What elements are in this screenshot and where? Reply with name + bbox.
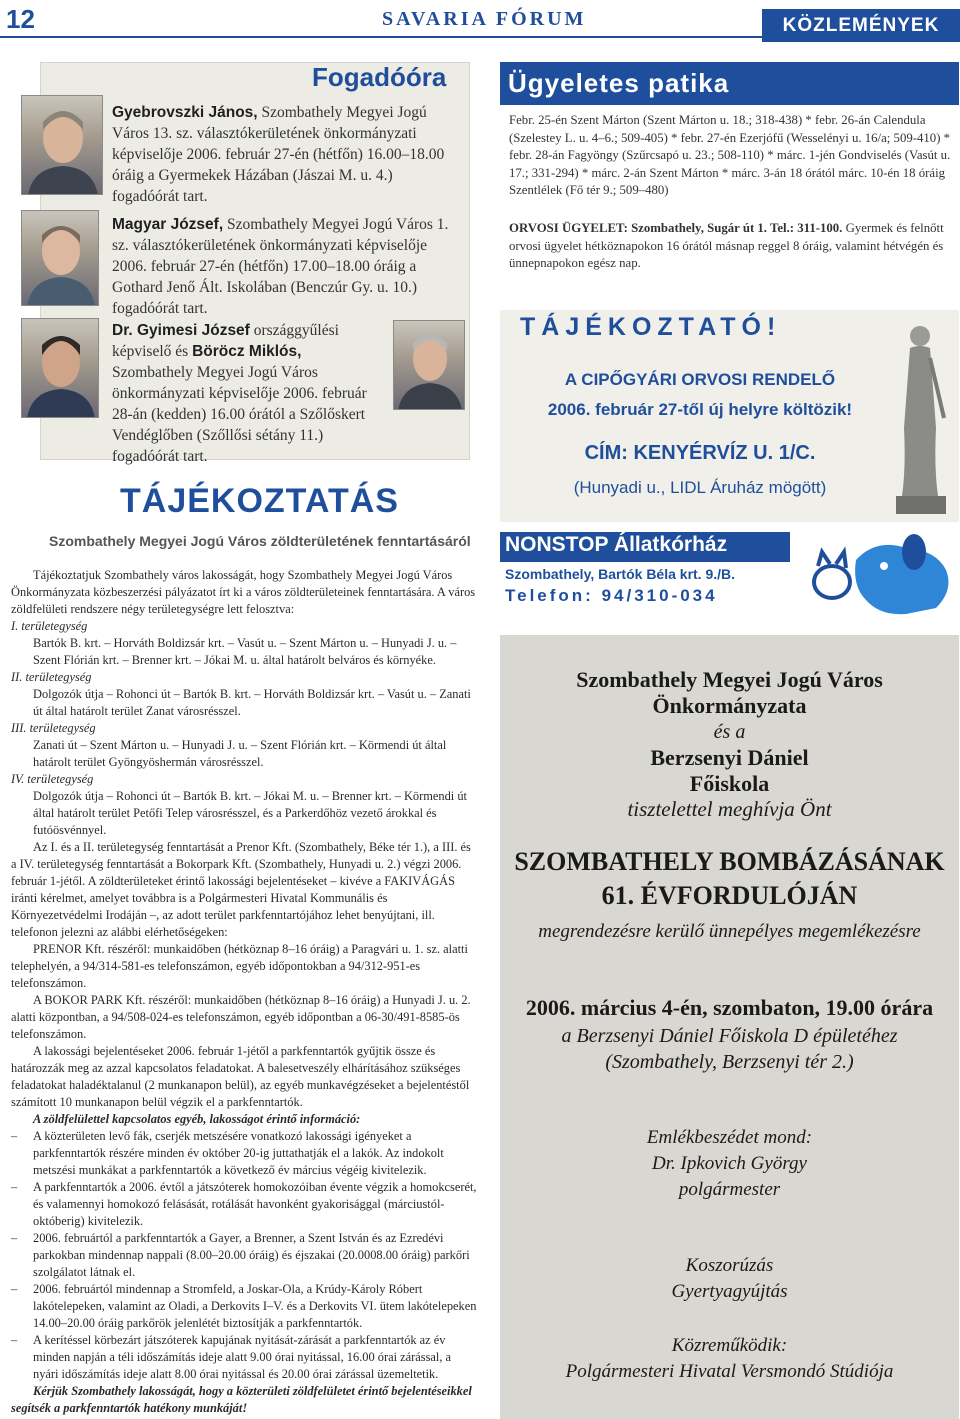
pharmacy-schedule: Febr. 25-én Szent Márton (Szent Márton u. 18.; 318-438) * febr. 26-án Calendula (Szelestey L. u. 4–6.; 509-405) * febr. 27-én Ezerjófű (Wesselényi u. 16/a; 509-410) * febr. 28-án Fagyöngy (Szűrcsapó u. 23.; 508-110) * márc. 1-jén Gondviselés (Vasút u. 17.; 331-294) * márc. 2-án Szent Márton * márc. 3-án 18 órától márc. 10-én 18 óráig Szentlélek (Fő tér 9.; 509–480) [509,113,951,197]
notice-title: TÁJÉKOZTATÁS [120,482,399,520]
invite-host-line: Főiskola [689,771,770,796]
portrait-photo-gyimesi [21,318,99,418]
invite-event-title: 61. ÉVFORDULÓJÁN [601,881,858,910]
notice-body [11,567,477,1417]
invite-speech-label: Emlékbeszédet mond: [646,1127,813,1148]
closing-request: Kérjük Szombathely lakosságát, hogy a közterületi zöldfelületet érintő bejelentéseikkel segítsék a parkfenntartók hatékony munkáját! [11,1384,472,1415]
header-rule [0,36,960,38]
portrait-photo-magyar [21,210,99,306]
invite-contributor: Polgármesteri Hivatal Versmondó Stúdiója [565,1361,894,1382]
entry-text: Szombathely Megyei Jogú Város 13. sz. választókerületének önkormányzati képviselője 2006. február 27-én (hétfőn) 16.00–18.00 óráig a Gyermekek Házában (Jászai M. u. 4.) fogadóórát tart. [112,104,445,205]
info-bullet: – A közterületen levő fák, cserjék metszésére vonatkozó lakossági igényeket a parkfenntartók részére minden év október 20-ig juttathatják el a lakók. Az indokolt metszési munkákat a parkfenntartók a következő év március végéig kivitelezik. [11,1128,477,1179]
fogadoora-entry-3 [112,320,382,467]
animal-hospital-title: NONSTOP Állatkórház [505,533,728,556]
dog-cat-logo [796,530,956,625]
reporting-paragraph: A lakossági bejelentéseket 2006. február 1-jétől a parkfenntartók gyűjtik össze és határozzák meg az azzal kapcsolatos feladatokat. A balesetveszély elhárításához szükséges feladatokat haladéktalanul (2 munkanapon belül), az egyéb munkavégzéseket a bejelentéstől számított 10 munkanapon belül végzik el a parkfenntartók. [11,1044,470,1109]
animal-hospital-phone: Telefon: 94/310-034 [505,586,718,605]
invite-speaker: Dr. Ipkovich György [652,1153,807,1174]
invite-phrase: tisztelettel meghívja Önt [627,797,832,821]
medical-duty-text: Gyermek és felnőtt orvosi ügyelet hétköznapokon 16 órától másnap reggel 8 óráig, valamint hétvégén és ünnepnapokon egész nap. [509,221,944,270]
info-bullet: – A kerítéssel körbezárt játszóterek kapujának nyitását-zárását a parkfenntartók az év minden napján a téli időszámítás ideje alatt 9.00 órai nyitással, 16.00 órai zárással, a nyári időszámítás ideje alatt 8.00 órai nyitással és 20.00 órai zárással üzemeltetik. [11,1332,477,1383]
info-bullet: – 2006. februártól a parkfenntartók a Gayer, a Brenner, a Szent István és az Ezredévi parkokban mindennap nappali (8.00–20.00 óráig) és éjszakai (20.0008.00 óráig) parkőri szolgálatot látnak el. [11,1230,477,1281]
unit-text: Dolgozók útja – Rohonci út – Bartók B. krt. – Jókai M. u. – Brenner krt. – Körmendi út által határolt terület Petőfi Telep városrésszel, és a Parkerdőhöz vezető árokkal és futóösvénnyel. [33,789,467,837]
representative-name: Magyar József, [112,216,224,233]
medical-duty-info [509,220,959,273]
invite-venue: a Berzsenyi Dániel Főiskola D épületéhez [561,1025,898,1047]
invite-program-item: Koszorúzás [685,1255,774,1276]
bokorpark-contact: A BOKOR PARK Kft. részéről: munkaidőben (hétköznap 8–16 óráig) a Hunyadi J. u. 2. alatti központban, a 94/508-024-es telefonszámon, egyéb időpontban a 06-30/491-8585-ös telefonszámon. [11,993,471,1041]
clinic-move-date: 2006. február 27-től új helyre költözik! [547,400,853,419]
invite-contributor-label: Közreműködik: [671,1335,788,1356]
invite-conjunction: és a [713,721,746,743]
portrait-image [22,96,103,195]
unit-label: IV. területegység [11,772,94,786]
portrait-photo-borocz [393,320,465,410]
unit-text: Zanati út – Szent Márton u. – Hunyadi J. u. – Szent Flórián krt. – Körmendi út által határolt terület Gyöngyöshermán városrésszel. [33,738,447,769]
invite-host-line: Berzsenyi Dániel [650,745,809,770]
invite-date: 2006. március 4-én, szombaton, 19.00 órára [525,995,934,1020]
unit-label: I. területegység [11,619,88,633]
dog-icon [796,530,956,625]
section-label: KÖZLEMÉNYEK [762,9,960,42]
contractor-paragraph: Az I. és a II. területegység fenntartását a Prenor Kft. (Szombathely, Béke tér 1.), a III. és a IV. területegység fenntartását a Bokorpark Kft. (Szombathely, Hunyadi u. 2.) végzi 2006. február 1-jétől. A zöldterületeket érintő lakossági bejelentéseket – kivéve a FAKIVÁGÁS iránti kérelmet, amelyet továbbra is a Polgármesteri Hivatal Kommunális és Környezetvédelmi Irodáján –, az adott terület parkfenntartójához lehet benyújtani, ill. telefonon jelezni az alábbi elérhetőségeken: [11,840,471,939]
prenor-contact: PRENOR Kft. részéről: munkaidőben (hétköznap 8–16 óráig) a Paragvári u. 1. sz. alatti telephelyén, a 94/314-581-es telefonszámon, egyéb időpontokban a 94/312-951-es telefonszámon. [11,942,468,990]
invite-speaker-title: polgármester [678,1179,781,1200]
representative-name: Dr. Gyimesi József [112,322,250,339]
fogadoora-entry-1 [112,102,460,207]
medical-duty-heading: ORVOSI ÜGYELET: Szombathely, Sugár út 1. Tel.: 311-100. [509,221,843,235]
magazine-title: SAVARIA FÓRUM [382,8,587,30]
portrait-image [22,211,99,306]
clinic-notice-title: TÁJÉKOZTATÓ! [520,313,782,341]
invite-host-line: Önkormányzata [652,693,807,718]
entry-text: Szombathely Megyei Jogú Város önkormányzati képviselője 2006. február 28-án (kedden) 16.00 órától a Szőlőskert Vendéglőben (Szőllősi sétány 11.) fogadóórát tart. [112,364,367,465]
animal-hospital-address: Szombathely, Bartók Béla krt. 9./B. [505,566,736,582]
unit-text: Bartók B. krt. – Horváth Boldizsár krt. – Vasút u. – Szent Márton u. – Hunyadi J. u. – Szent Flórián krt. – Brenner krt. – Jókai M. u. által határolt belváros és környéke. [33,636,457,667]
invite-event-title: SZOMBATHELY BOMBÁZÁSÁNAK [514,847,945,876]
notice-subtitle: Szombathely Megyei Jogú Város zöldterületének fenntartásáról [49,533,471,549]
portrait-image [22,319,99,418]
intro-paragraph: Tájékoztatjuk Szombathely város lakosságát, hogy Szombathely Megyei Jogú Város Önkormányzata közbeszerzési pályázatot írt ki a város zöldterületeinek fenntartására. A város zöldfelületi rendszere négy területegységre lett felosztva: [11,568,476,616]
commemoration-invitation [500,635,959,1419]
unit-label: III. területegység [11,721,96,735]
representative-name: Gyebrovszki János, [112,104,258,121]
fogadoora-entry-2 [112,214,462,319]
unit-label: II. területegység [11,670,92,684]
page-number: 12 [6,4,35,34]
invite-venue-address: (Szombathely, Berzsenyi tér 2.) [605,1051,854,1073]
portrait-photo-gyebrovszki [21,95,103,195]
portrait-image [394,321,465,410]
pharmacy-title: Ügyeletes patika [508,68,730,98]
info-bullet: – A parkfenntartók a 2006. évtől a játszóterek homokozóiban évente végzik a homokcserét, és valamennyi homokozó felásását, rotálását havonként gyakorisággal (márciustól-októberig) kivitelezik. [11,1179,477,1230]
clinic-address: CÍM: KENYÉRVÍZ U. 1/C. [584,442,816,464]
invite-program-item: Gyertyagyújtás [671,1281,788,1302]
info-bullet: – 2006. februártól mindennap a Stromfeld, a Joskar-Ola, a Krúdy-Károly Róbert lakótelepeken, valamint az Oladi, a Derkovits I–V. és a Derkovits VI. ütem lakótelepeken 14.00–20.00 óráig parkőrök jelenlétét biztosítják a parkfenntartók. [11,1281,477,1332]
clinic-address-note: (Hunyadi u., LIDL Áruház mögött) [573,478,827,497]
representative-name: Böröcz Miklós, [192,343,302,360]
entry-text: országgyűlési képviselő és [112,322,339,360]
invite-event-description: megrendezésre kerülő ünnepélyes megemlékezésre [538,921,921,942]
clinic-name: A CIPŐGYÁRI ORVOSI RENDELŐ [564,370,836,389]
invite-host-line: Szombathely Megyei Jogú Város [576,667,883,692]
unit-text: Dolgozók útja – Rohonci út – Bartók B. krt. – Horváth Boldizsár krt. – Vasút u. – Zanati út által határolt terület Zanat városrésszel. [33,687,471,718]
entry-text: Szombathely Megyei Jogú Város 1. sz. választókerületének önkormányzati képviselője 2006. február 27-én (hétfőn) 17.00–18.00 óráig a Gothard Jenő Ált. Iskolában (Benczúr Gy. u. 10.) fogadóórát tart. [112,216,449,317]
info-heading: A zöldfelülettel kapcsolatos egyéb, lakosságot érintő információ: [33,1112,361,1126]
fogadoora-title: Fogadóóra [312,62,447,92]
